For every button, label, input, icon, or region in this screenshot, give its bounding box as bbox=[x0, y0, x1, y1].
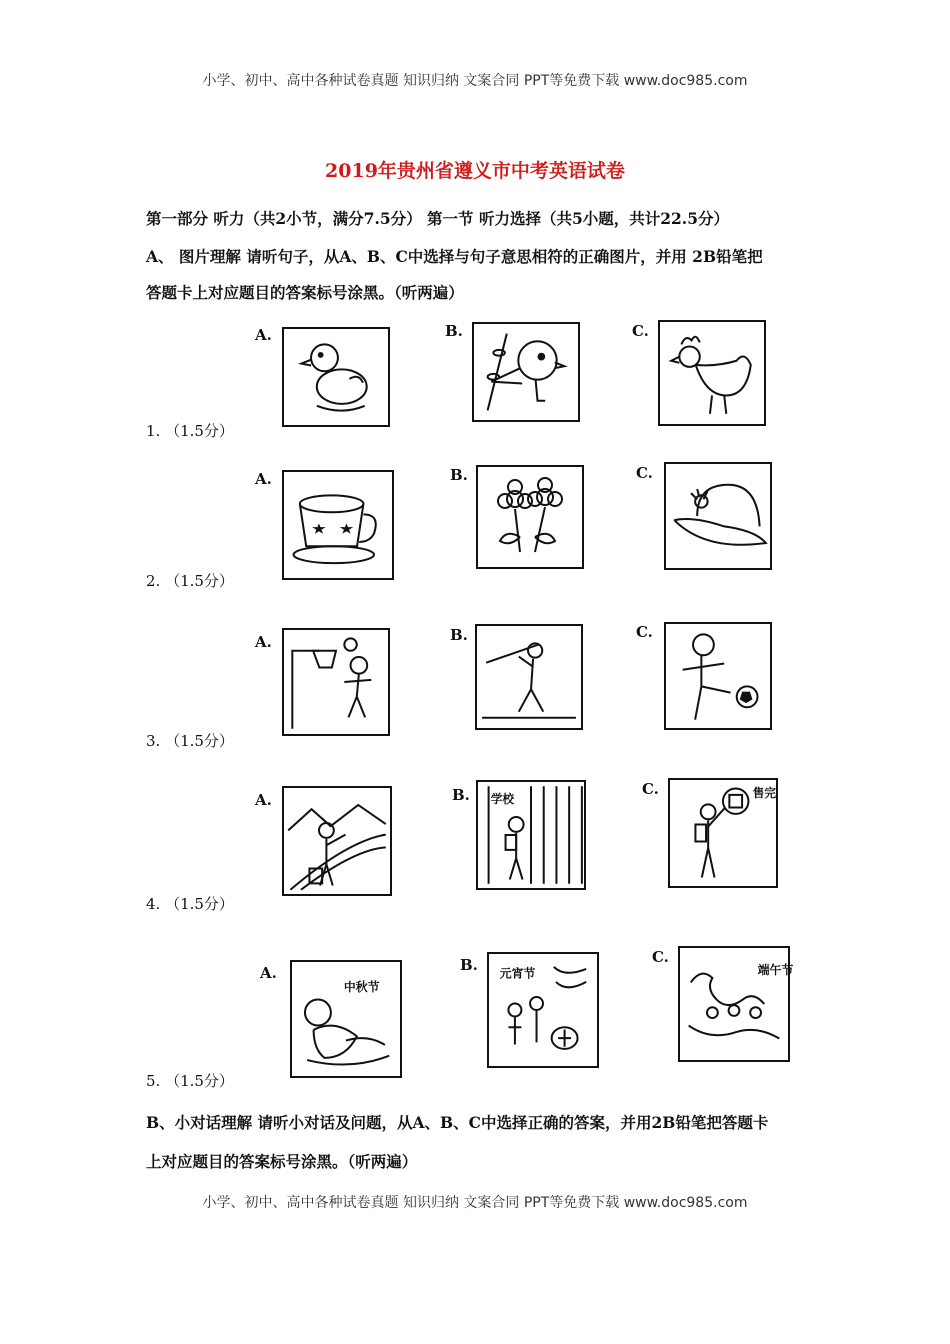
q1-option-c-label: C. bbox=[632, 322, 649, 340]
q5-b-caption-text: 元宵节 bbox=[499, 966, 536, 981]
q1-option-a-label: A. bbox=[255, 326, 272, 344]
q1-duckling-picture[interactable] bbox=[282, 327, 390, 427]
q5-option-b-label: B. bbox=[460, 956, 478, 974]
q4-option-b-label: B. bbox=[452, 786, 470, 804]
q2-teacup-picture[interactable] bbox=[282, 470, 394, 580]
q4-option-c-label: C. bbox=[642, 780, 659, 798]
q4-boy-at-store-picture[interactable] bbox=[668, 778, 778, 888]
q4-boy-at-school-gate-picture[interactable] bbox=[476, 780, 586, 890]
q4-b-sign-text: 学校 bbox=[490, 792, 515, 807]
q3-basketball-boy-picture[interactable] bbox=[282, 628, 390, 736]
question-2-label: 2. （1.5分） bbox=[146, 572, 234, 590]
q3-option-a-label: A. bbox=[255, 633, 272, 651]
q3-option-c-label: C. bbox=[636, 623, 653, 641]
q5-lantern-festival-picture[interactable] bbox=[487, 952, 599, 1068]
q2-option-b-label: B. bbox=[450, 466, 468, 484]
q5-c-caption-text: 端午节 bbox=[757, 962, 794, 977]
part-b-instruction-line2: 上对应题目的答案标号涂黑。（听两遍） bbox=[146, 1152, 418, 1171]
q2-flowers-picture[interactable] bbox=[476, 465, 584, 569]
q3-option-b-label: B. bbox=[450, 626, 468, 644]
question-5-label: 5. （1.5分） bbox=[146, 1072, 234, 1090]
page-footer: 小学、初中、高中各种试卷真题 知识归纳 文案合同 PPT等免费下载 www.doc985.com bbox=[202, 1195, 748, 1211]
section-heading: 第一部分 听力（共2小节，满分7.5分） 第一节 听力选择（共5小题，共计22.5分） bbox=[146, 209, 729, 228]
page-title: 2019年贵州省遵义市中考英语试卷 bbox=[325, 160, 625, 182]
q5-option-c-label: C. bbox=[652, 948, 669, 966]
q5-a-caption-text: 中秋节 bbox=[343, 979, 380, 994]
q2-sun-hat-picture[interactable] bbox=[664, 462, 772, 570]
question-3-label: 3. （1.5分） bbox=[146, 732, 234, 750]
q1-option-b-label: B. bbox=[445, 322, 463, 340]
q4-option-a-label: A. bbox=[255, 791, 272, 809]
q2-option-a-label: A. bbox=[255, 470, 272, 488]
q5-mid-autumn-festival-picture[interactable] bbox=[290, 960, 402, 1078]
question-4-label: 4. （1.5分） bbox=[146, 895, 234, 913]
q1-bird-on-branch-picture[interactable] bbox=[472, 322, 580, 422]
part-a-instruction-line1: A、 图片理解 请听句子，从A、B、C中选择与句子意思相符的正确图片，并用 2B铅笔把 bbox=[146, 247, 763, 266]
part-a-instruction-line2: 答题卡上对应题目的答案标号涂黑。（听两遍） bbox=[146, 283, 464, 302]
q5-dragon-boat-festival-picture[interactable] bbox=[678, 946, 794, 1062]
question-1-label: 1. （1.5分） bbox=[146, 422, 234, 440]
q3-soccer-boy-picture[interactable] bbox=[664, 622, 772, 730]
q4-boy-at-railway-picture[interactable] bbox=[282, 786, 392, 896]
q2-option-c-label: C. bbox=[636, 464, 653, 482]
q3-baseball-player-picture[interactable] bbox=[475, 624, 583, 730]
q5-option-a-label: A. bbox=[260, 964, 277, 982]
q4-c-sign-text: 售完 bbox=[752, 785, 777, 800]
q1-rooster-picture[interactable] bbox=[658, 320, 766, 426]
part-b-instruction-line1: B、小对话理解 请听小对话及问题，从A、B、C中选择正确的答案，并用2B铅笔把答题卡 bbox=[146, 1113, 769, 1132]
page-header: 小学、初中、高中各种试卷真题 知识归纳 文案合同 PPT等免费下载 www.doc985.com bbox=[202, 73, 748, 89]
